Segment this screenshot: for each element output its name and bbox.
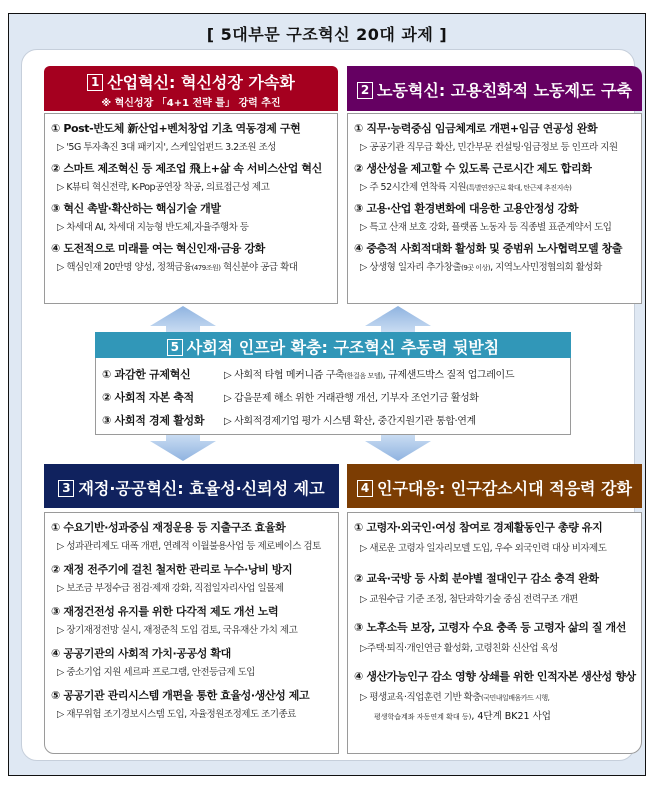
- section-1-header: [44, 66, 338, 111]
- diagram-frame: [8, 13, 646, 776]
- list-item: ② 사회적 자본 축적 ▷ 갑을문제 해소 위한 거래관행 개선, 기부자 조언기금 활성화: [102, 390, 479, 404]
- section-number: 3: [58, 480, 74, 497]
- section-4-header: [347, 464, 642, 508]
- list-item: ② 재정 전주기에 걸친 철저한 관리로 누수·낭비 방지 ▷ 보조금 부정수급 점검·제재 강화, 직접일자리사업 일몰제: [51, 563, 293, 594]
- list-item: ① 수요기반·성과중심 재정운용 등 지출구조 효율화 ▷ 성과관리제도 대폭 개편, 연례적 이월불용사업 등 제로베이스 검토: [51, 521, 321, 552]
- section-number: 4: [357, 480, 373, 497]
- page-title: [ 5대부문 구조혁신 20대 과제 ]: [206, 25, 448, 44]
- list-item: ① 과감한 규제혁신 ▷ 사회적 타협 메커니즘 구축(한걸음 모델), 규제샌드박스 질적 업그레이드: [102, 367, 515, 381]
- list-item: ④ 중층적 사회적대화 활성화 및 중범위 노사협력모델 창출 ▷ 상생형 일자리 추가창출(9곳 이상), 지역노사민정협의회 활성화: [354, 242, 623, 273]
- list-item: ③ 재정건전성 유지를 위한 다각적 제도 개선 노력 ▷ 장기재정전망 실시, 재정준칙 도입 검토, 국유재산 가치 제고: [51, 605, 298, 636]
- list-item: ③ 노후소득 보장, 고령자 수요 충족 등 고령자 삶의 질 개선 ▷주택·퇴직·개인연금 활성화, 고령친화 신산업 육성: [354, 621, 626, 654]
- section-subtitle: ※ 혁신성장 「4+1 전략 틀」 강력 추진: [101, 98, 281, 109]
- section-2-items: [347, 113, 642, 304]
- section-title: 재정·공공혁신: 효율성·신뢰성 제고: [78, 479, 325, 498]
- section-2-header: [347, 66, 642, 111]
- section-4-items: [347, 512, 642, 754]
- list-item: ⑤ 공공기관 관리시스템 개편을 통한 효율성·생산성 제고 ▷ 재무위험 조기경보시스템 도입, 자율정원조정제도 조기종료: [51, 689, 310, 720]
- section-5-header: [95, 332, 571, 358]
- section-3-items: [44, 512, 339, 754]
- list-item: ③ 고용·산업 환경변화에 대응한 고용안정성 강화 ▷ 특고 산재 보호 강화, 플랫폼 노동자 등 직종별 표준계약서 도입: [354, 202, 612, 233]
- list-item: ① Post-반도체 新산업+벤처창업 기초 역동경제 구현 ▷ '5G 투자촉진 3대 패키지', 스케일업펀드 3.2조원 조성: [51, 122, 301, 153]
- list-item: ① 직무·능력중심 임금체계로 개편+임금 연공성 완화 ▷ 공공기관 직무급 확산, 민간부문 컨설팅·임금정보 등 인프라 지원: [354, 122, 618, 153]
- section-1-items: [44, 113, 338, 304]
- arrow-down-icon: [150, 435, 216, 461]
- section-title: 인구대응: 인구감소시대 적응력 강화: [377, 479, 632, 498]
- section-title: 산업혁신: 혁신성장 가속화: [107, 73, 295, 92]
- list-item: ④ 생산가능인구 감소 영향 상쇄를 위한 인적자본 생산성 향상 ▷ 평생교육·직업훈련 기반 확충(국민내일배움카드 시행, 평생학습계좌 자동연계 확대 등), 4단계 BK21 사업: [354, 670, 636, 722]
- list-item: ④ 도전적으로 미래를 여는 혁신인재·금융 강화 ▷ 핵심인재 20만명 양성, 정책금융(479조원) 혁신분야 공급 확대: [51, 242, 298, 273]
- section-number: 1: [87, 74, 103, 91]
- list-item: ② 생산성을 제고할 수 있도록 근로시간 제도 합리화 ▷ 주 52시간제 연착륙 지원(특별연장근로 확대, 탄근제 추진지속): [354, 162, 592, 193]
- arrow-up-icon: [365, 306, 431, 332]
- list-item: ③ 혁신 촉발·확산하는 핵심기술 개발 ▷ 차세대 AI, 차세대 지능형 반도체,자율주행차 등: [51, 202, 249, 233]
- section-title: 노동혁신: 고용친화적 노동제도 구축: [377, 81, 632, 100]
- list-item: ③ 사회적 경제 활성화 ▷ 사회적경제기업 평가 시스템 확산, 중간지원기관 통합·연계: [102, 413, 476, 427]
- list-item: ① 고령자·외국인·여성 참여로 경제활동인구 총량 유지 ▷ 새로운 고령자 일자리모델 도입, 우수 외국인력 대상 비자제도: [354, 521, 607, 554]
- section-number: 5: [167, 339, 183, 356]
- list-item: ④ 공공기관의 사회적 가치·공공성 확대 ▷ 중소기업 지원 세르파 프로그램, 안전등급제 도입: [51, 647, 255, 678]
- section-5-items: [95, 358, 571, 435]
- list-item: ② 스마트 제조혁신 등 제조업 飛上+삶 속 서비스산업 혁신 ▷ K뷰티 혁신전략, K-Pop공연장 착공, 의료접근성 제고: [51, 162, 322, 193]
- arrow-down-icon: [365, 435, 431, 461]
- section-title: 사회적 인프라 확충: 구조혁신 추동력 뒷받침: [186, 338, 500, 357]
- arrow-up-icon: [150, 306, 216, 332]
- section-number: 2: [357, 82, 373, 99]
- section-3-header: [44, 464, 339, 508]
- content-panel: [21, 49, 635, 761]
- section-5: [95, 332, 571, 435]
- list-item: ② 교육·국방 등 사회 분야별 절대인구 감소 충격 완화 ▷ 교원수급 기준 조정, 첨단과학기술 중심 전력구조 개편: [354, 572, 599, 605]
